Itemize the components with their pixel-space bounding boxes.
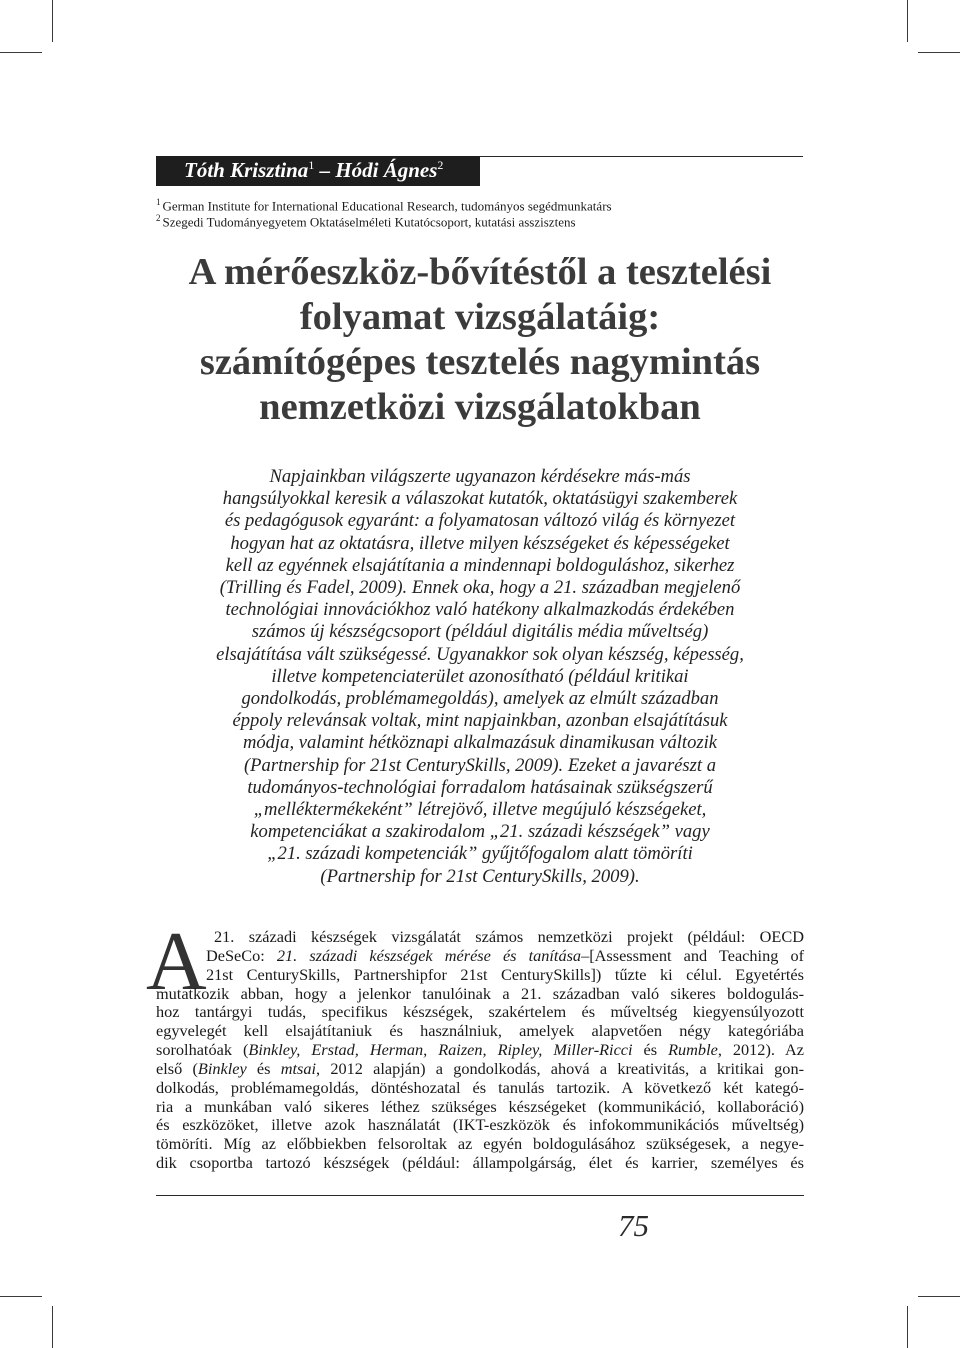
abstract-line: számos új készségcsoport (például digitális média műveltség) [251,621,709,643]
crop-mark [52,1306,53,1348]
abstract-line: Napjainkban világszerte ugyanazon kérdésekre más-más [269,466,691,487]
body-text-run: és [632,1040,669,1060]
author-header [156,156,480,186]
abstract-line: éppoly relevánsak voltak, mint napjainkban, azonban elsajátításuk [232,710,728,732]
body-text-run: –[Assessment and Teaching of [581,945,805,965]
body-italic-run: Rumble [668,1040,718,1060]
body-line: ria a munkában való sikeres léthez szükséges készségeket (kommunikáció, kollaboráció) [156,1096,804,1116]
body-line: tömöríti. Míg az előbbiekben felsoroltak az egyén boldogulásához szükségesek, a negye- [156,1134,804,1154]
crop-mark [52,0,53,42]
abstract [156,466,804,888]
abstract-line: (Partnership for 21st CenturySkills, 2009). Ezeket a javarészt a [243,754,717,776]
abstract-line: illetve kompetenciaterület azonosítható (például kritikai [271,665,689,687]
abstract-line: (Trilling és Fadel, 2009). Ennek oka, hogy a 21. században megjelenő [219,577,741,599]
body-italic-run: Binkley, Erstad, Herman, Raizen, Ripley, Miller-Ricci [248,1040,633,1060]
body-italic-run: Binkley [197,1058,247,1078]
body-text-run: első ( [156,1058,198,1078]
body-line [156,947,804,966]
title-line: számítógépes tesztelés nagymintás [199,341,761,383]
drop-cap: A [146,915,207,1008]
crop-mark [907,1306,908,1348]
abstract-line: tudományos-technológiai forradalom hatásainak szükségszerű [247,776,713,798]
body-line: hoz tantárgyi tudás, specifikus készségek, szakértelem és műveltség kiegyensúlyozott [156,1002,804,1022]
body-line [156,1060,804,1079]
affiliation-number: 2 [156,213,161,223]
abstract-line: gondolkodás, problémamegoldás), amelyek az elmúlt században [241,688,719,710]
abstract-line: és pedagógusok egyaránt: a folyamatosan változó világ és környezet [224,510,736,532]
affiliation-text: Szegedi Tudományegyetem Oktatáselméleti Kutatócsoport, kutatási asszisztens [162,214,576,230]
abstract-line: kell az egyénnek elsajátítania a mindennapi boldoguláshoz, sikerhez [225,554,735,576]
article-title [156,250,804,430]
body-line: 21st CenturySkills, Partnershipfor 21st CenturySkills]) tűzte ki célul. Egyetértés [206,964,804,984]
affiliation-text: German Institute for International Educational Research, tudományos segédmunkatárs [162,198,612,214]
body-text-run: , 2012). Az [717,1040,805,1060]
body-line: 21. századi készségek vizsgálatát számos nemzetközi projekt (például: OECD [214,927,804,946]
crop-mark [907,0,908,42]
title-line: folyamat vizsgálatáig: [299,296,661,338]
body-line [156,1041,804,1060]
body-line: és eszközöket, illetve azok használatát (IKT-eszközök és infokommunikációs műveltség) [156,1115,804,1135]
author-2-sup: 2 [437,158,444,172]
title-line: A mérőeszköz-bővítéstől a tesztelési [188,251,772,293]
abstract-line: „21. századi kompetenciák” gyűjtőfogalom alatt tömöríti [267,843,693,865]
abstract-line: kompetenciákat a szakirodalom „21. századi készségek” vagy [250,821,710,843]
abstract-line: (Partnership for 21st CenturySkills, 2009). [320,865,640,887]
body-line: dik csoportba tartozó készségek (például: állampolgárság, élet és karrier, személyes és [156,1153,804,1173]
affiliation-number: 1 [156,197,161,207]
body-text-run: sorolhatóak ( [156,1040,249,1060]
abstract-line: elsajátítása vált szükségessé. Ugyanakkor sok olyan készség, képesség, [216,643,744,665]
author-names [184,158,443,183]
body-text-run: DeSeCo: [206,945,277,965]
abstract-line: hangsúlyokkal keresik a válaszokat kutatók, oktatásügyi szakemberek [222,488,738,510]
affiliation-2 [156,210,576,230]
abstract-line: módja, valamint hétköznapi alkalmazásuk dinamikusan változik [242,732,718,754]
body-text-run: , 2012 alapján) a gondolkodás, ahová a kreativitás, a kritikai gon- [316,1058,805,1078]
body-line: egyvelegét kell elsajátítaniuk és használniuk, amelyek alapvetően négy kategóriába [156,1021,804,1041]
body-paragraph [156,928,804,1173]
title-line: nemzetközi vizsgálatokban [259,386,701,428]
author-2: Hódi Ágnes [335,158,438,182]
crop-mark [0,1296,42,1297]
body-italic-run: mtsai [280,1058,317,1078]
abstract-line: technológiai innovációkhoz való hatékony alkalmazkodás érdekében [225,599,735,621]
body-line: dolkodás, problémamegoldás, döntéshozatal és tanulás tartozik. A következő két kategó- [156,1077,804,1097]
page-number: 75 [618,1208,649,1243]
author-1-sup: 1 [308,158,315,172]
abstract-line: „melléktermékeként” létrejövő, illetve megújuló készségeket, [253,799,707,821]
body-italic-run: 21. századi készségek mérése és tanítása [276,945,582,965]
crop-mark [918,1296,960,1297]
author-1: Tóth Krisztina [184,158,309,182]
body-text-run: és [246,1058,281,1078]
bottom-rule [156,1195,804,1196]
crop-mark [918,52,960,53]
header-rule [480,156,803,157]
body-line: mutatkozik abban, hogy a jelenkor tanulóinak a 21. században való sikeres boldogulás- [156,983,804,1003]
crop-mark [0,52,42,53]
abstract-line: hogyan hat az oktatásra, illetve milyen készségeket és képességeket [230,532,730,554]
author-separator: – [314,158,336,182]
